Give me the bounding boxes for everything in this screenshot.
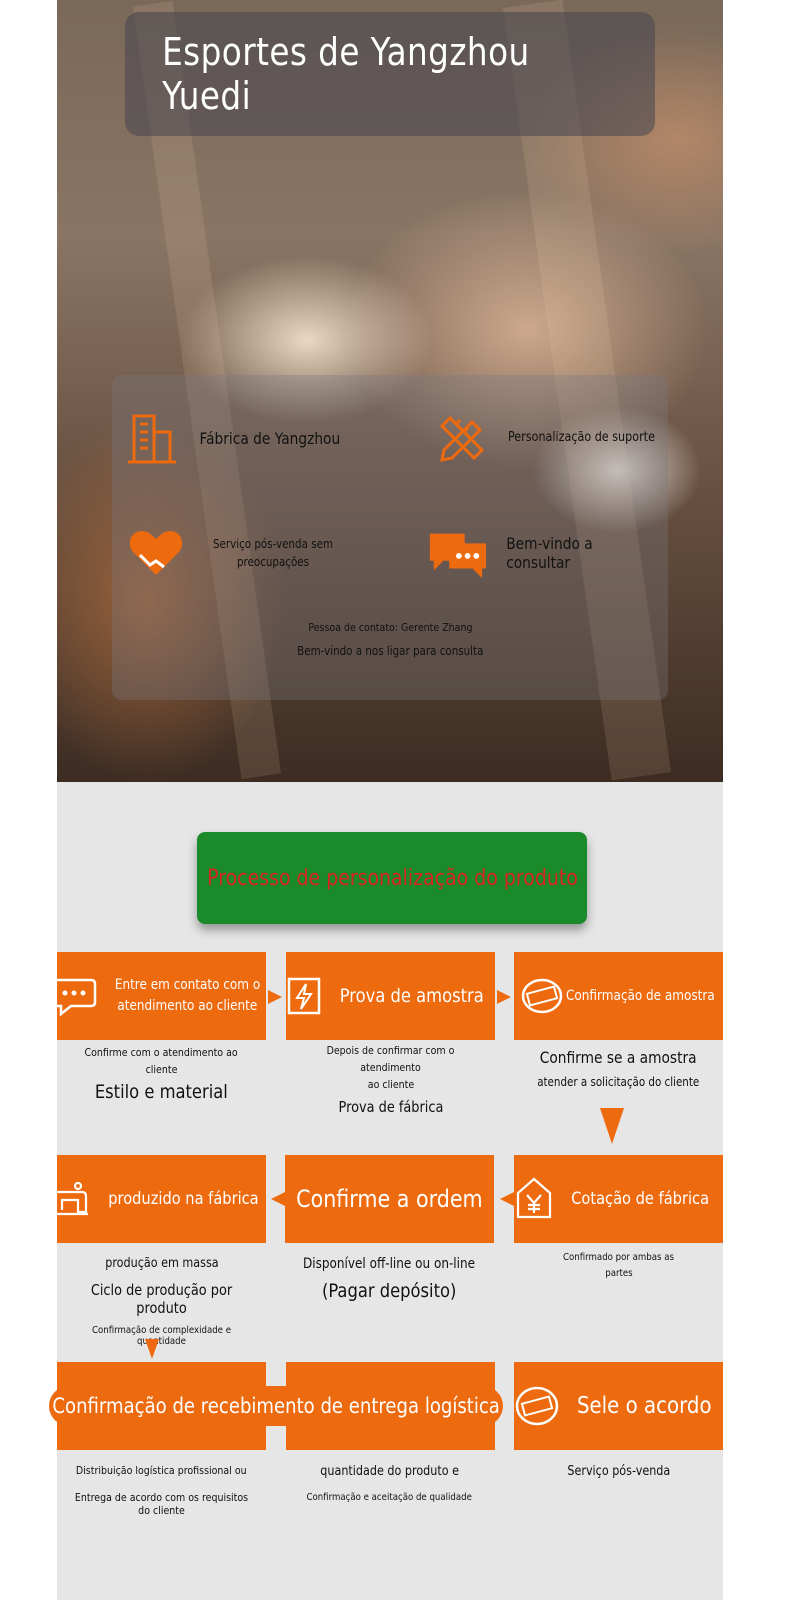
- arrow-down-icon: [600, 1108, 624, 1144]
- building-icon: [126, 410, 178, 466]
- page-title: Esportes de Yangzhou Yuedi: [162, 30, 530, 118]
- step-confirm-order: Confirme a ordem: [285, 1155, 494, 1243]
- step-contact-service: Entre em contato com o atendimento ao cliente: [57, 952, 266, 1040]
- arrow-left-icon: [500, 1192, 514, 1206]
- heart-handshake-icon: [126, 525, 186, 581]
- step-delivery-confirmation: Confirmação de recebimento de entrega logística: [57, 1362, 495, 1450]
- title-box: [125, 12, 655, 136]
- feature-customization: [436, 410, 667, 464]
- lightning-icon: [286, 976, 322, 1016]
- hero-banner: [57, 0, 723, 782]
- feature-consult: [426, 525, 668, 581]
- confirmed-stamp-icon: [520, 976, 564, 1016]
- feature-after-sales: [126, 525, 348, 581]
- step-factory-quote: Cotação de fábrica: [514, 1155, 723, 1243]
- chat-bubbles-icon: [426, 525, 490, 581]
- contact-person: Pessoa de contato: Gerente Zhang: [307, 621, 473, 634]
- contact-invite: Bem-vindo a nos ligar para consulta: [296, 644, 484, 658]
- info-panel: [112, 375, 668, 700]
- arrow-right-icon: [497, 990, 511, 1004]
- step-seal-agreement-desc: Serviço pós-venda: [567, 1464, 670, 1479]
- arrow-down-icon: [145, 1339, 159, 1359]
- pencil-ruler-icon: [436, 410, 490, 464]
- step-sample-confirmation: Confirmação de amostra: [514, 952, 723, 1040]
- step-sample-confirmation-desc: Confirme se a amostra atender a solicitação do cliente: [537, 1048, 700, 1089]
- feature-factory: [126, 410, 352, 466]
- step-confirm-order-desc: Disponível off-line ou on-line (Pagar depósito): [303, 1256, 476, 1302]
- step-produced-in-factory: produzido na fábrica: [57, 1155, 266, 1243]
- step-sample-proof-desc: Depois de confirmar com o atendimento ao cliente Prova de fábrica: [326, 1044, 455, 1116]
- completed-stamp-icon: [514, 1384, 560, 1428]
- process-heading-button[interactable]: [197, 832, 587, 924]
- yen-tag-icon: [516, 1177, 552, 1221]
- feature-label: Personalização de suporte: [507, 429, 655, 445]
- process-section: [52, 782, 723, 1600]
- page: [52, 0, 723, 1600]
- chat-icon: [51, 976, 97, 1016]
- step-factory-quote-desc: Confirmado por ambas as partes: [563, 1252, 674, 1279]
- step-delivery-desc-left: Distribuição logística profissional ou Entrega de acordo com os requisitos do cliente: [74, 1464, 249, 1517]
- step-contact-service-desc: Confirme com o atendimento ao cliente Estilo e material: [84, 1046, 239, 1103]
- feature-label: Fábrica de Yangzhou: [199, 428, 341, 448]
- step-produced-in-factory-desc: produção em massa Ciclo de produção por produto Confirmação de complexidade e quantidade: [90, 1256, 233, 1347]
- step-delivery-desc-right: quantidade do produto e Confirmação e aceitação de qualidade: [306, 1464, 473, 1503]
- sewing-machine-icon: [52, 1180, 90, 1218]
- step-sample-proof: Prova de amostra: [286, 952, 495, 1040]
- feature-label: Bem-vindo a consultar: [506, 534, 593, 572]
- process-heading: Processo de personalização do produto: [206, 865, 578, 891]
- arrow-right-icon: [268, 990, 282, 1004]
- feature-label: Serviço pós-venda sem preocupações: [212, 537, 333, 569]
- step-seal-agreement: Sele o acordo: [514, 1362, 723, 1450]
